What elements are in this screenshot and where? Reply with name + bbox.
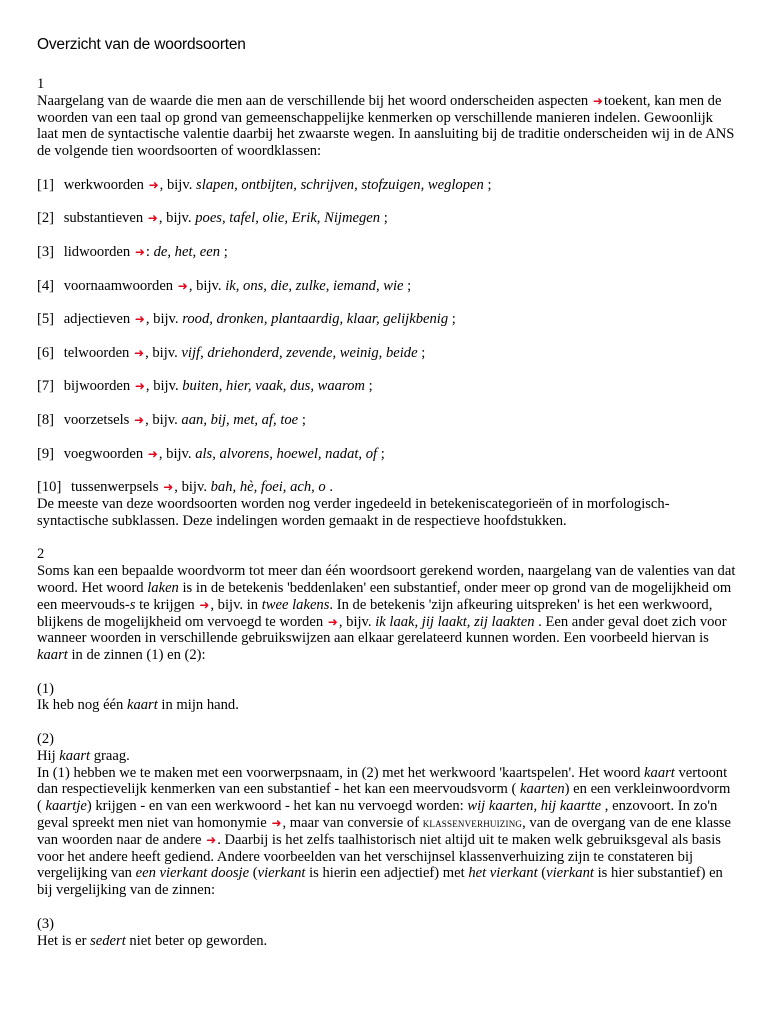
word-class-examples: vijf, driehonderd, zevende, weinig, beide <box>181 344 418 361</box>
arrow-link-icon[interactable]: ➜ <box>271 816 282 831</box>
section-2-paragraph-2: In (1) hebben we te maken met een voorwerpsnaam, in (2) met het werkwoord 'kaartspelen'. Het woord kaart vertoont dan respectievelijk kenmerken van een substantief - het kan een meervoudsvorm ( kaarten) en een verkleinwoordvorm ( kaartje) krijgen - en van een werkwoord - het kan nu vervoegd worden: wij kaarten, hij kaartte , enzovoort. In zo'n geval spreekt men niet van homonymie ➜, maar van conversie of klassenverhuizing, van de overgang van de ene klasse van woorden naar de andere ➜. Daarbij is het zelfs taalhistorisch niet altijd uit te maken welk gebruiksgeval als basis voor het andere heeft gediend. Andere voorbeelden van het verschijnsel klassenverhuizing zijn te constateren bij vergelijking van een vierkant doosje (vierkant is hierin een adjectief) met het vierkant (vierkant is hier substantief) en bij vergelijking van de zinnen: <box>37 764 731 899</box>
word-class-item: [1] werkwoorden ➜, bijv. slapen, ontbijten, schrijven, stofzuigen, weglopen ; <box>37 176 492 193</box>
arrow-link-icon[interactable]: ➜ <box>327 614 338 629</box>
word-class-examples: ik, ons, die, zulke, iemand, wie <box>225 277 404 294</box>
word-class-examples: slapen, ontbijten, schrijven, stofzuigen, weglopen <box>196 176 484 193</box>
word-class-name: substantieven <box>63 210 144 227</box>
arrow-link-icon[interactable]: ➜ <box>592 93 603 108</box>
word-class-name: voegwoorden <box>63 445 144 462</box>
arrow-link-icon[interactable]: ➜ <box>134 312 145 327</box>
arrow-link-icon[interactable]: ➜ <box>134 345 145 360</box>
word-class-list <box>37 177 737 496</box>
section-1-intro: Naargelang van de waarde die men aan de verschillende bij het woord onderscheiden aspecten ➜toekent, kan men de woorden van een taal op grond van gemeenschappelijke kenmerken op verschillende manieren indelen. Gewoonlijk laat men de syntactische valentie daarbij het zwaarste wegen. In aansluiting bij de traditie onderscheiden wij in de ANS de volgende tien woordsoorten of woordklassen: <box>37 92 735 160</box>
word-class-item: [2] substantieven ➜, bijv. poes, tafel, olie, Erik, Nijmegen ; <box>37 210 388 227</box>
word-class-name: voorzetsels <box>63 411 130 428</box>
word-class-name: voornaamwoorden <box>63 277 174 294</box>
word-class-name: adjectieven <box>63 311 131 328</box>
word-class-item: [9] voegwoorden ➜, bijv. als, alvorens, hoewel, nadat, of ; <box>37 445 385 462</box>
arrow-link-icon[interactable]: ➜ <box>206 832 217 847</box>
section-1-number: 1 <box>37 76 45 92</box>
word-class-item: [8] voorzetsels ➜, bijv. aan, bij, met, af, toe ; <box>37 411 306 428</box>
word-class-name: tussenwerpsels <box>70 479 159 496</box>
example-3-number: (3) <box>37 915 55 932</box>
word-class-item: [4] voornaamwoorden ➜, bijv. ik, ons, die, zulke, iemand, wie ; <box>37 277 412 294</box>
word-class-item: [10] tussenwerpsels ➜, bijv. bah, hè, foei, ach, o . <box>37 479 334 496</box>
word-class-examples: als, alvorens, hoewel, nadat, of <box>195 445 378 462</box>
word-class-item: [3] lidwoorden ➜: de, het, een ; <box>37 243 228 260</box>
arrow-link-icon[interactable]: ➜ <box>147 211 158 226</box>
section-2-number: 2 <box>37 546 45 563</box>
word-class-examples: bah, hè, foei, ach, o <box>210 479 326 496</box>
word-class-name: bijwoorden <box>63 378 131 395</box>
example-3-sentence: Het is er sedert niet beter op geworden. <box>37 932 268 949</box>
example-2-number: (2) <box>37 731 55 748</box>
word-class-name: lidwoorden <box>63 243 131 260</box>
arrow-link-icon[interactable]: ➜ <box>177 278 188 293</box>
word-class-examples: rood, dronken, plantaardig, klaar, gelijkbenig <box>182 311 449 328</box>
word-class-name: werkwoorden <box>63 176 144 193</box>
arrow-link-icon[interactable]: ➜ <box>163 480 174 495</box>
example-1-number: (1) <box>37 680 55 697</box>
word-class-name: telwoorden <box>63 344 130 361</box>
word-class-item: [6] telwoorden ➜, bijv. vijf, driehonderd, zevende, weinig, beide ; <box>37 344 426 361</box>
section-2-paragraph-1: Soms kan een bepaalde woordvorm tot meer dan één woordsoort gerekend worden, naargelang van de valenties van dat woord. Het woord laken is in de betekenis 'beddenlaken' een substantief, onder meer op grond van de mogelijkheid om een meervouds-s te krijgen ➜, bijv. in twee lakens. In de betekenis 'zijn afkeuring uitspreken' is het een werkwoord, blijkens de mogelijkheid om vervoegd te worden ➜, bijv. ik laak, jij laakt, zij laakten . Een ander geval doet zich voor wanneer woorden in verschillende gebruikswijzen aan elkaar gerelateerd kunnen worden. Een voorbeeld hiervan is kaart in de zinnen (1) en (2): <box>37 563 736 664</box>
arrow-link-icon[interactable]: ➜ <box>147 446 158 461</box>
word-class-item: [5] adjectieven ➜, bijv. rood, dronken, plantaardig, klaar, gelijkbenig ; <box>37 311 456 328</box>
document <box>37 35 737 949</box>
example-1-sentence: Ik heb nog één kaart in mijn hand. <box>37 697 239 714</box>
arrow-link-icon[interactable]: ➜ <box>134 379 145 394</box>
arrow-link-icon[interactable]: ➜ <box>148 177 159 192</box>
word-class-examples: aan, bij, met, af, toe <box>181 411 299 428</box>
page-title: Overzicht van de woordsoorten <box>37 36 246 53</box>
word-class-examples: poes, tafel, olie, Erik, Nijmegen <box>195 210 381 227</box>
arrow-link-icon[interactable]: ➜ <box>134 412 145 427</box>
example-2-sentence: Hij kaart graag. <box>37 747 130 764</box>
word-class-examples: de, het, een <box>153 243 221 260</box>
word-class-item: [7] bijwoorden ➜, bijv. buiten, hier, vaak, dus, waarom ; <box>37 378 373 395</box>
arrow-link-icon[interactable]: ➜ <box>134 244 145 259</box>
arrow-link-icon[interactable]: ➜ <box>199 597 210 612</box>
word-class-examples: buiten, hier, vaak, dus, waarom <box>182 378 365 395</box>
section-1-outro: De meeste van deze woordsoorten worden nog verder ingedeeld in betekeniscategorieën of in morfologisch-syntactische subklassen. Deze indelingen worden gemaakt in de respectieve hoofdstukken. <box>37 495 670 529</box>
